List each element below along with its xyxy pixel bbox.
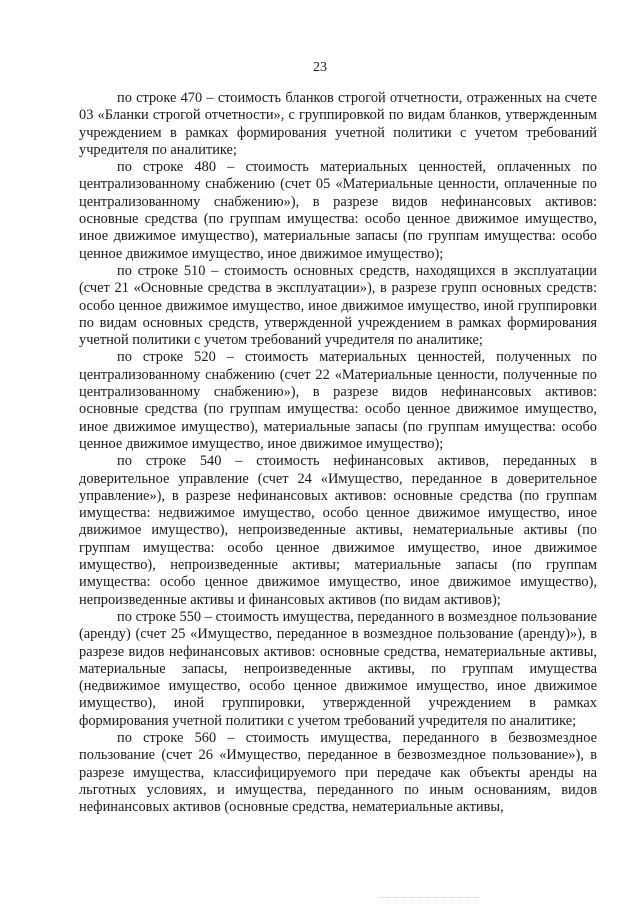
paragraph-line-480: по строке 480 – стоимость материальных ценностей, оплаченных по централизованному снабжению (счет 05 «Материальные ценности, оплаченные по централизованному снабжению»), в разрезе видов нефинансовых активов: основные средства (по группам имущества: особо ценное движимое имущество, иное движимое имущество), материальные запасы (по группам имущества: особо ценное движимое имущество, иное движимое имущество); — [79, 159, 597, 262]
document-body — [79, 90, 597, 816]
paragraph-line-550: по строке 550 – стоимость имущества, переданного в возмездное пользование (аренду) (счет 25 «Имущество, переданное в возмездное пользование (аренду)»), в разрезе видов нефинансовых активов: основные средства, нематериальные активы, материальные запасы, непроизведенные активы, по группам имущества (недвижимое имущество, особо ценное движимое имущество, иное движимое имущество), иной группировки, утвержденной учреждением в рамках формирования учетной политики с учетом требований учредителя по аналитике; — [79, 608, 597, 729]
paragraph-line-520: по строке 520 – стоимость материальных ценностей, полученных по централизованному снабжению (счет 22 «Материальные ценности, полученные по централизованному снабжению»), в разрезе видов нефинансовых активов: основные средства (по группам имущества: особо ценное движимое имущество, иное движимое имущество), материальные запасы (по группам имущества: особо ценное движимое имущество, иное движимое имущество); — [79, 349, 597, 452]
page-number: 23 — [313, 60, 327, 75]
paragraph-line-560: по строке 560 – стоимость имущества, переданного в безвозмездное пользование (счет 26 «Имущество, переданное в безвозмездное пользование»), в разрезе имущества, классифицируемого при передаче как объекты аренды на льготных условиях, и имущества, переданного по иным основаниям, видов нефинансовых активов (основные средства, нематериальные активы, — [79, 729, 597, 816]
paragraph-line-540: по строке 540 – стоимость нефинансовых активов, переданных в доверительное управление (счет 24 «Имущество, переданное в доверительное управление»), в разрезе нефинансовых активов: основные средства (по группам имущества: недвижимое имущество, особо ценное движимое имущество, иное движимое имущество), непроизведенные активы, нематериальные активы (по группам имущества: особо ценное движимое имущество, иное движимое имущество), непроизведенные активы; материальные запасы (по группам имущества: особо ценное движимое имущество, иное движимое имущество), непроизведенные активы и финансовых активов (по видам активов); — [79, 453, 597, 608]
paragraph-line-470: по строке 470 – стоимость бланков строгой отчетности, отраженных на счете 03 «Бланки строгой отчетности», с группировкой по видам бланков, утвержденным учреждением в рамках формирования учетной политики с учетом требований учредителя по аналитике; — [79, 90, 597, 158]
scan-artifact — [380, 897, 480, 902]
paragraph-line-510: по строке 510 – стоимость основных средств, находящихся в эксплуатации (счет 21 «Основные средства в эксплуатации»), в разрезе групп основных средств: особо ценное движимое имущество, иное движимое имущество, иной группировки по видам основных средств, утвержденной учреждением в рамках формирования учетной политики с учетом требований учредителя по аналитике; — [79, 262, 597, 349]
